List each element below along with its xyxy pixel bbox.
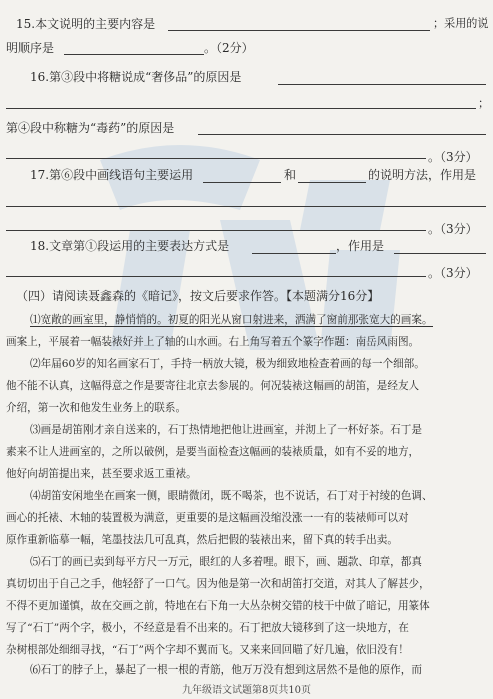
passage-p1-line1 <box>30 313 433 327</box>
q16-line3: 第④段中称糖为“毒药”的原因是 <box>6 121 175 135</box>
passage-p5-line2: 真切切出于自己之手，他轻舒了一口气。因为他是第一次和胡笛打交道，对其人了解甚少， <box>6 578 430 590</box>
q17-blank3[interactable] <box>6 206 486 207</box>
passage-p3-line3: 他好向胡笛提出来，甚至要求返工重裱。 <box>6 468 197 480</box>
q15-blank2[interactable] <box>64 54 204 55</box>
passage-p5-line5: 杂树根部处细细寻找，“石丁”两个字却不翼而飞。又来来回回瞄了好几遍，依旧没有！ <box>6 644 409 656</box>
q18-blank2[interactable] <box>394 253 486 254</box>
page-footer: 九年级语文试题第8页共10页 <box>181 685 312 696</box>
q16-blank3[interactable] <box>198 134 486 135</box>
passage-p5-line1: ⑸石丁的画已卖到每平方尺一万元，眼红的人多着哩。眼下，画、题款、印章，都真 <box>30 556 422 568</box>
q17-blank2[interactable] <box>298 182 366 183</box>
q17-blank1[interactable] <box>203 182 281 183</box>
underlined-sentence: ⑴宽敞的画室里，静悄悄的。初夏的阳光从窗口射进来，洒满了窗前那张宽大的画案。 <box>30 314 433 326</box>
passage-p1-line2: 画案上，平展着一幅装裱好并上了轴的山水画。右上角写着五个篆字作题：南岳风雨图。 <box>6 336 420 348</box>
q18-blank1[interactable] <box>252 253 336 254</box>
passage-p3-line2: 素来不让人进画室的，之所以破例，是要当面检查这幅画的装裱质量，如有不妥的地方， <box>6 446 420 458</box>
q16-blank4[interactable] <box>6 158 426 159</box>
passage-p5-line4: 写了“石丁”两个字，极小，不经意是看不出来的。石丁把放大镜移到了这一块地方，在 <box>6 622 409 634</box>
q15-line2a: 明顺序是 <box>6 41 55 55</box>
q18-line1a: 18.文章第①段运用的主要表达方式是 <box>30 239 230 253</box>
q15-line1: 15.本文说明的主要内容是 <box>16 17 156 31</box>
q16-blank2[interactable] <box>6 108 476 109</box>
passage-p2-line1: ⑵年届60岁的知名画家石丁，手持一柄放大镜，极为细致地检查着画的每一个细部。 <box>30 358 425 370</box>
q15-blank1[interactable] <box>168 30 430 31</box>
passage-p3-line1: ⑶画是胡笛刚才亲自送来的，石丁热情地把他让进画室，并沏上了一杯好茶。石丁是 <box>30 424 422 436</box>
passage-p4-line2: 画心的托裱、木轴的装置极为满意，更重要的是这幅画没缩没涨一一有的装裱师可以对 <box>6 512 409 524</box>
passage-p5-line3: 不得不更加谨慎，故在交画之前，特地在右下角一大丛杂树交错的枝干中做了暗记，用篆体 <box>6 600 430 612</box>
q16-line1: 16.第③段中将糖说成“奢侈品”的原因是 <box>30 70 242 84</box>
q17-blank4[interactable] <box>6 230 426 231</box>
passage-p6-line1: ⑹石丁的脖子上，暴起了一根一根的青筋，他万万没有想到这居然不是他的原作，而 <box>30 664 422 676</box>
q16-semicolon: ； <box>478 96 490 110</box>
q15-tail1: ；采用的说 <box>433 17 489 30</box>
q16-score: 。（3分） <box>428 150 478 164</box>
section4-heading: （四）请阅读聂鑫森的《暗记》，按文后要求作答。【本题满分16分】 <box>16 289 380 303</box>
q17-line1b: 和 <box>284 168 297 182</box>
q17-line1a: 17.第⑥段中画线语句主要运用 <box>30 168 194 182</box>
q18-score: 。（3分） <box>428 266 478 280</box>
q17-score: 。（3分） <box>428 222 478 236</box>
q18-line1b: ，作用是 <box>336 239 385 253</box>
passage-p4-line3: 原作重新临摹一幅，笔墨技法几可乱真，然后把假的装裱出来，留下真的转手出卖。 <box>6 534 398 546</box>
passage-p4-line1: ⑷胡笛安闲地坐在画案一侧，眼睛微闭，既不喝茶，也不说话，石丁对于衬绫的色调、 <box>30 490 433 502</box>
q17-line1c: 的说明方法，作用是 <box>368 168 477 182</box>
passage-p2-line2: 他不能不认真，这幅得意之作是要寄往北京去参展的。何况装裱这幅画的胡笛，是经友人 <box>6 380 420 392</box>
q16-blank1[interactable] <box>278 84 486 85</box>
q18-blank3[interactable] <box>6 276 426 277</box>
passage-p2-line3: 介绍，第一次和他发生业务上的联系。 <box>6 402 187 414</box>
q15-score: 。（2分） <box>204 41 254 55</box>
